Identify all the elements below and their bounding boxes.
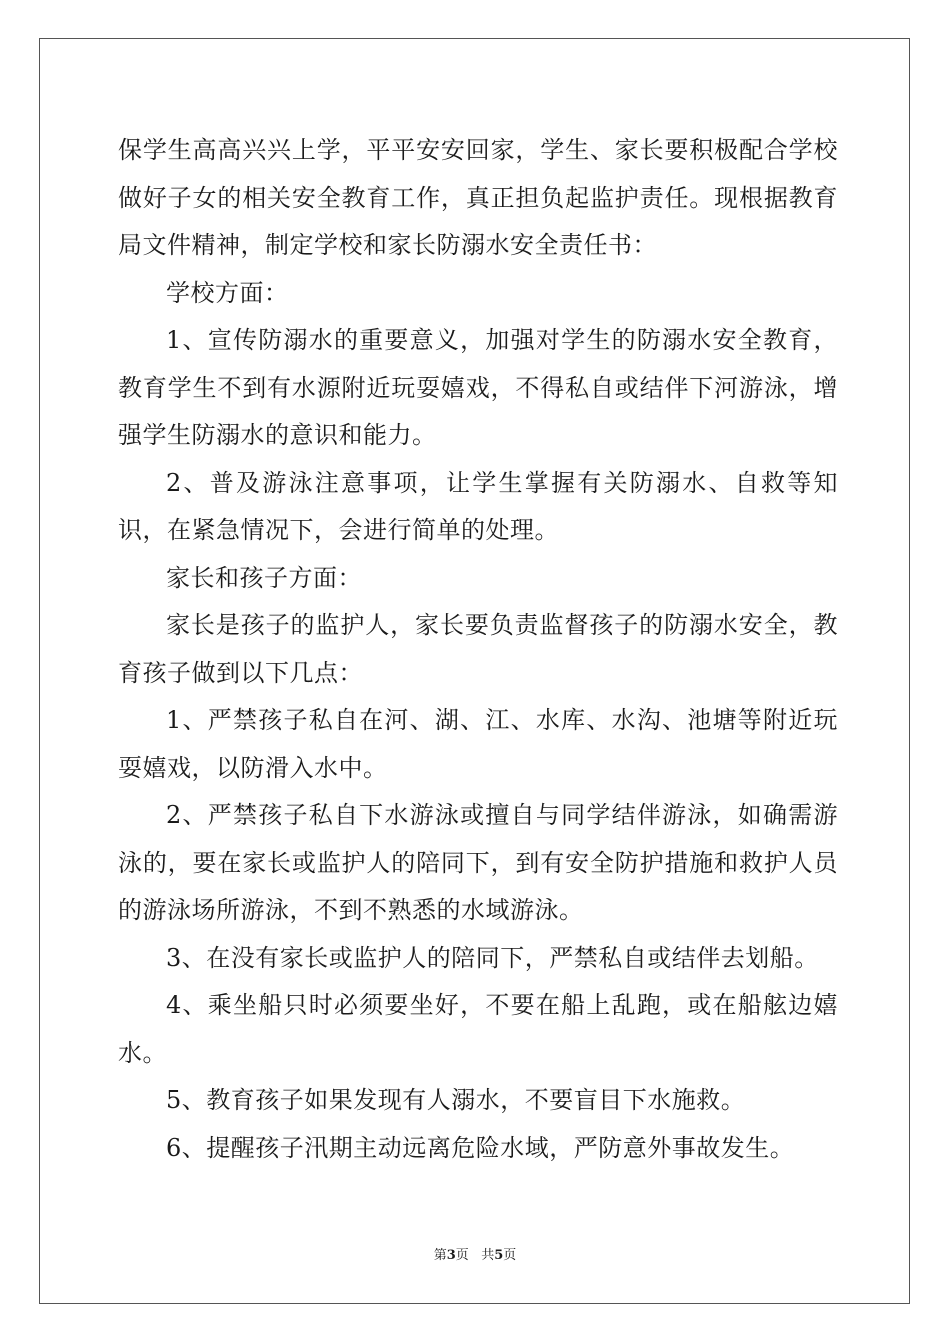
paragraph-parents-item-2: 2、严禁孩子私自下水游泳或擅自与同学结伴游泳，如确需游泳的，要在家长或监护人的陪同下，到有安全防护措施和救护人员的游泳场所游泳，不到不熟悉的水域游泳。 [118,801,838,924]
page-prefix: 第 [433,1248,447,1263]
paragraph-parents-intro: 家长是孩子的监护人，家长要负责监督孩子的防溺水安全，教育孩子做到以下几点： [118,611,838,687]
section-heading-school: 学校方面： [166,278,289,307]
paragraph-parents-item-3: 3、在没有家长或监护人的陪同下，严禁私自或结伴去划船。 [166,943,819,972]
paragraph-school-item-2: 2、普及游泳注意事项，让学生掌握有关防溺水、自救等知识，在紧急情况下，会进行简单的处理。 [118,468,838,544]
paragraph-parents-item-6: 6、提醒孩子汛期主动远离危险水域，严防意外事故发生。 [166,1133,795,1162]
page-number: 3 [446,1248,456,1263]
paragraph-parents-item-1: 1、严禁孩子私自在河、湖、江、水库、水沟、池塘等附近玩耍嬉戏，以防滑入水中。 [118,706,838,782]
paragraph-parents-item-5: 5、教育孩子如果发现有人溺水，不要盲目下水施救。 [166,1086,746,1114]
document-body [118,127,838,1172]
page-suffix: 页 [455,1248,469,1263]
total-suffix: 页 [503,1248,517,1263]
section-heading-parents: 家长和孩子方面： [166,563,362,592]
paragraph-parents-item-4: 4、乘坐船只时必须要坐好，不要在船上乱跑，或在船舷边嬉水。 [118,991,838,1067]
total-pages: 5 [494,1248,504,1263]
page-footer [0,1244,950,1263]
total-prefix: 共 [481,1248,495,1263]
paragraph-1: 保学生高高兴兴上学，平平安安回家，学生、家长要积极配合学校做好子女的相关安全教育工作，真正担负起监护责任。现根据教育局文件精神，制定学校和家长防溺水安全责任书： [118,136,838,259]
paragraph-school-item-1: 1、宣传防溺水的重要意义，加强对学生的防溺水安全教育，教育学生不到有水源附近玩耍嬉戏，不得私自或结伴下河游泳，增强学生防溺水的意识和能力。 [118,326,838,449]
